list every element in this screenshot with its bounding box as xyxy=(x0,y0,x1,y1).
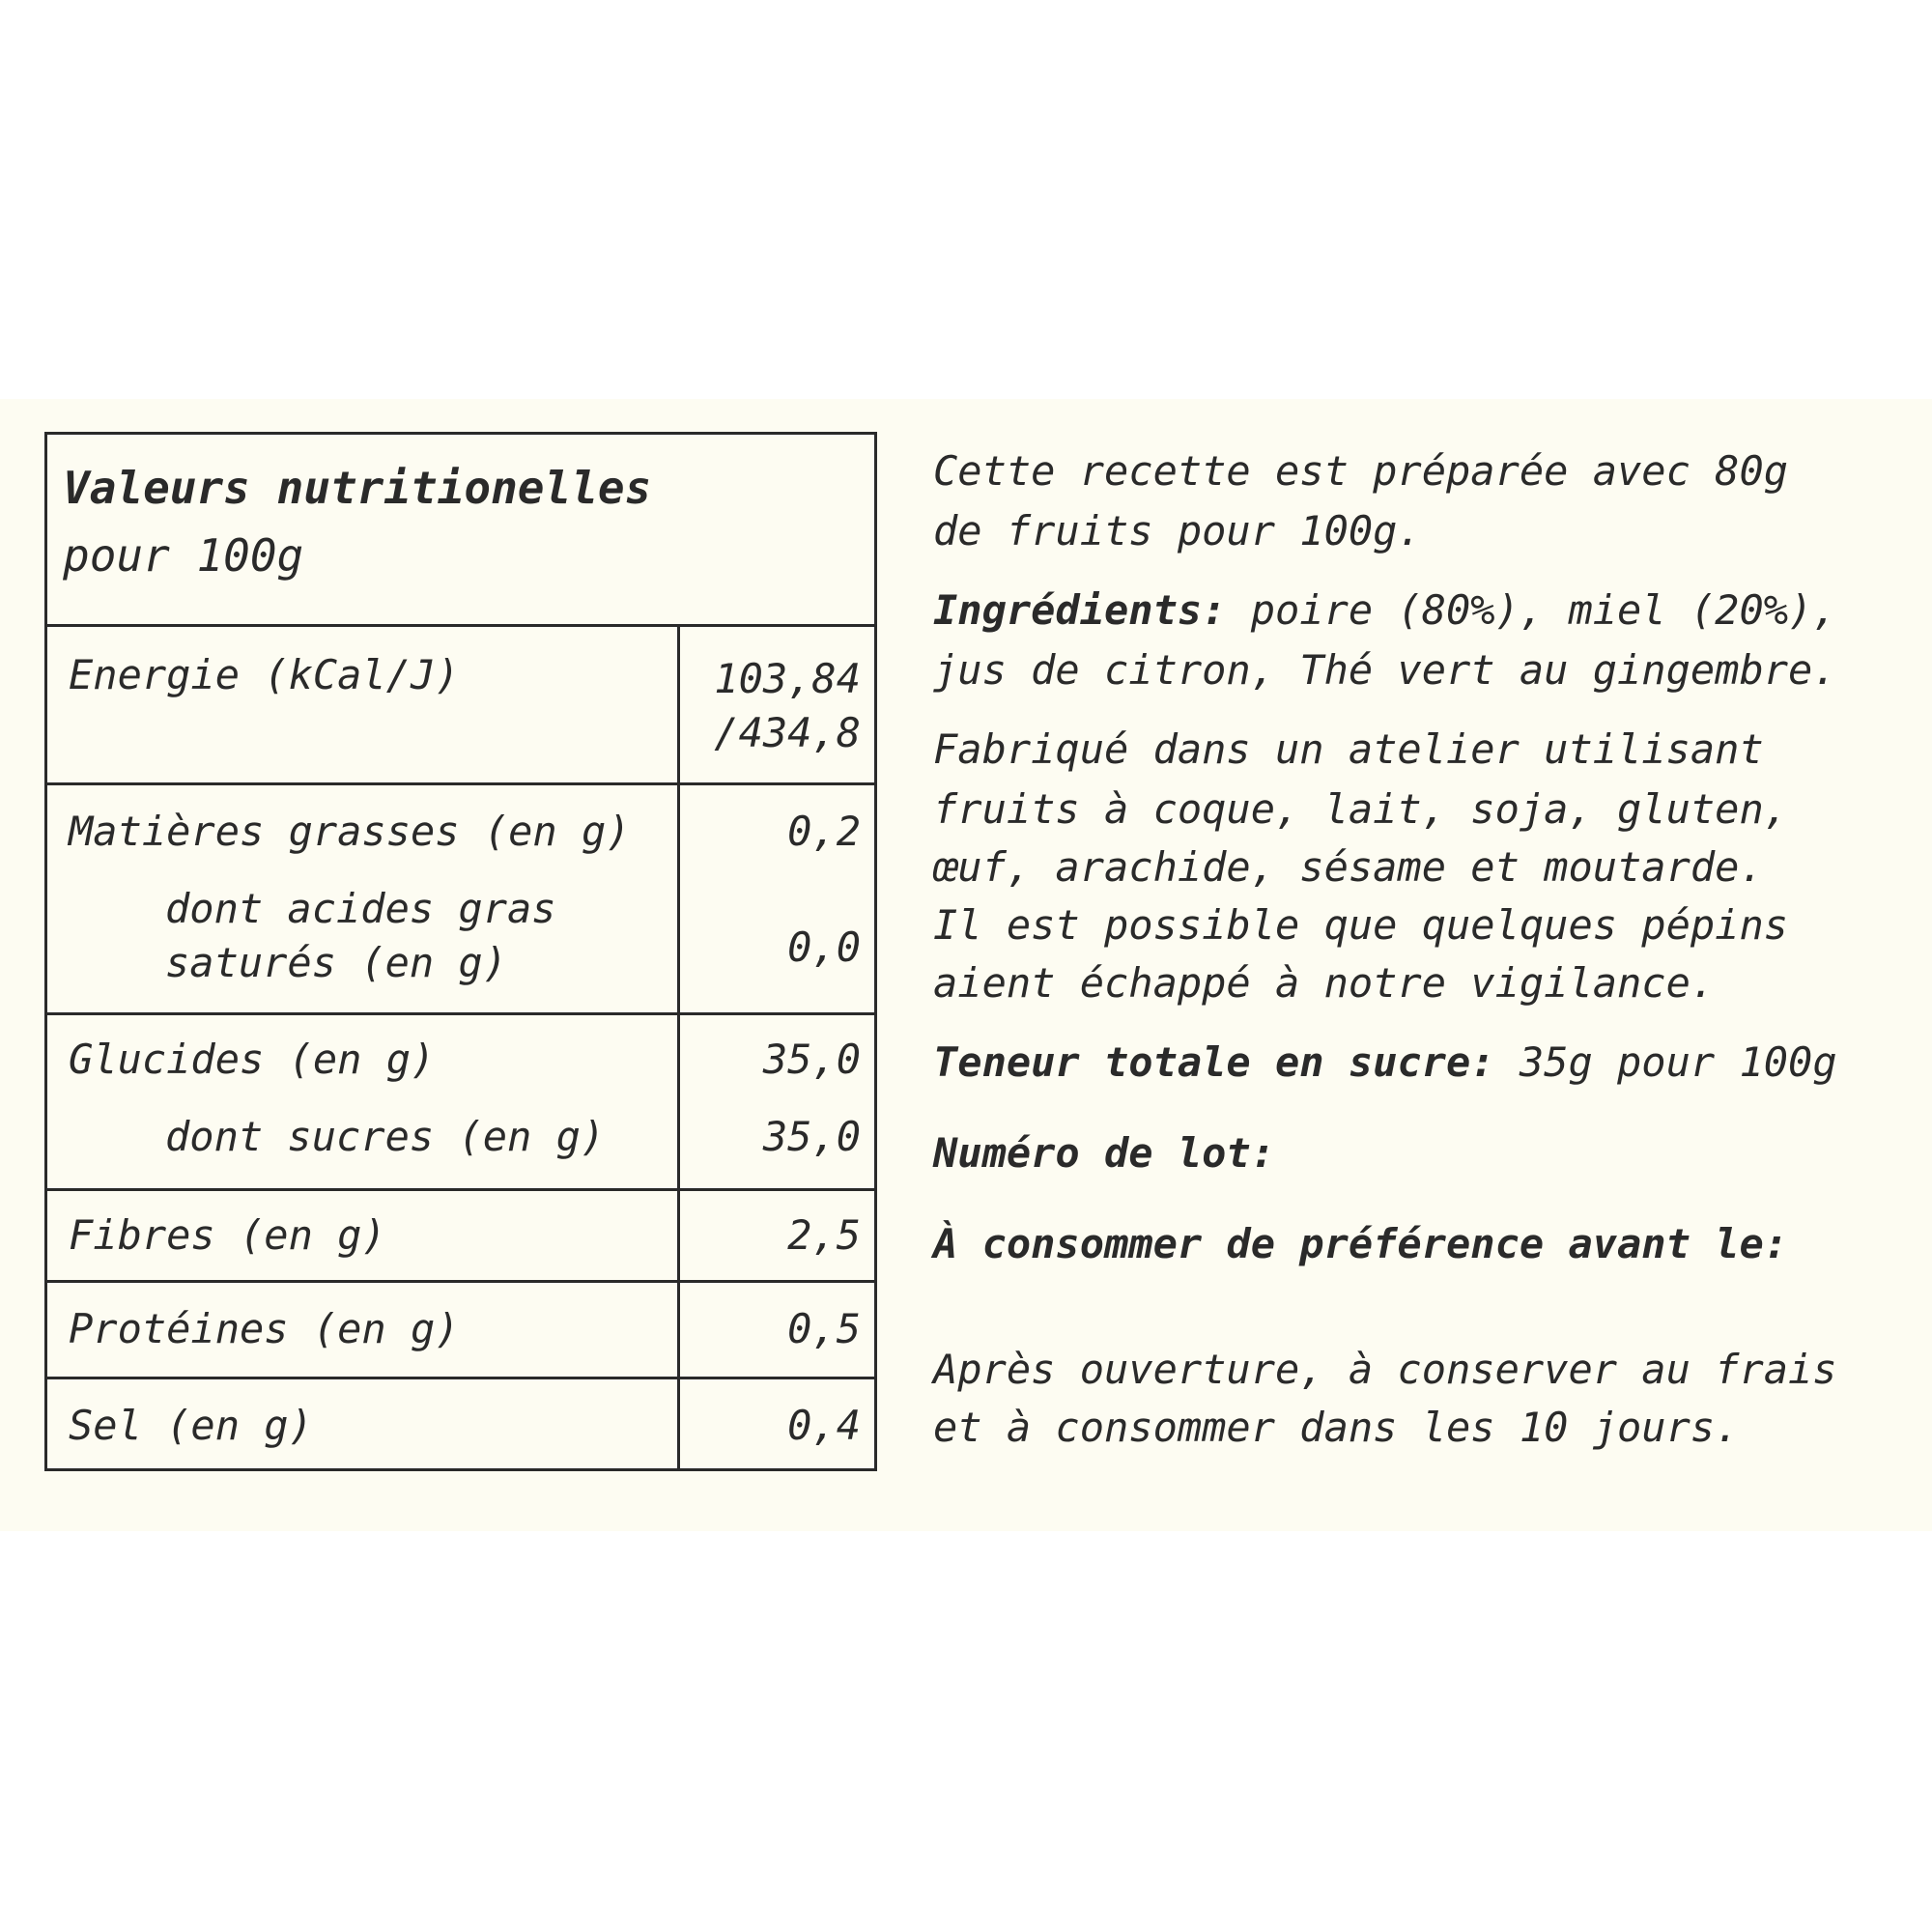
table-row-matieres-grasses xyxy=(47,785,874,1015)
date-consommation xyxy=(933,1215,1899,1273)
column-divider xyxy=(677,1015,680,1188)
column-divider xyxy=(677,627,680,782)
energie-value-kcal: 103,84 xyxy=(714,655,861,702)
conservation-line-2: et à consommer dans les 10 jours. xyxy=(933,1404,1740,1451)
recette-line-1: Cette recette est préparée avec 80g xyxy=(933,447,1789,495)
fibres-value: 2,5 xyxy=(787,1211,861,1259)
pepins-line-1: Il est possible que quelques pépins xyxy=(933,901,1789,949)
numero-lot xyxy=(933,1124,1899,1182)
proteines-value: 0,5 xyxy=(787,1305,861,1352)
table-row-energie xyxy=(47,627,874,785)
ingredients-text-1: poire (80%), miel (20%), xyxy=(1226,586,1837,634)
sucres-value: 35,0 xyxy=(762,1113,861,1160)
table-row-proteines xyxy=(47,1283,874,1379)
acides-gras-value: 0,0 xyxy=(787,923,861,971)
numero-lot-label: Numéro de lot: xyxy=(933,1129,1276,1177)
teneur-sucre xyxy=(933,1034,1899,1092)
teneur-sucre-label: Teneur totale en sucre: xyxy=(933,1038,1495,1086)
matieres-grasses-label: Matières grasses (en g) xyxy=(69,808,631,855)
ingredients-line-1 xyxy=(933,582,1899,639)
sel-value: 0,4 xyxy=(787,1402,861,1449)
allergenes-line-3: œuf, arachide, sésame et moutarde. xyxy=(933,843,1764,891)
fibres-label: Fibres (en g) xyxy=(69,1211,386,1259)
table-row-glucides xyxy=(47,1015,874,1191)
proteines-label: Protéines (en g) xyxy=(69,1305,460,1352)
column-divider xyxy=(677,785,680,1012)
table-subtitle: pour 100g xyxy=(63,529,304,582)
acides-gras-label-line1: dont acides gras xyxy=(165,885,556,932)
glucides-label: Glucides (en g) xyxy=(69,1036,436,1083)
table-row-sel xyxy=(47,1379,874,1468)
nutrition-table xyxy=(44,432,877,1471)
energie-label: Energie (kCal/J) xyxy=(69,651,460,698)
recette-line-2: de fruits pour 100g. xyxy=(933,507,1422,554)
column-divider xyxy=(677,1283,680,1377)
ingredients-label: Ingrédients: xyxy=(933,586,1227,634)
allergenes-line-2: fruits à coque, lait, soja, gluten, xyxy=(933,785,1789,833)
column-divider xyxy=(677,1379,680,1468)
sucres-label: dont sucres (en g) xyxy=(165,1113,606,1160)
matieres-grasses-value: 0,2 xyxy=(787,808,861,855)
date-consommation-label: À consommer de préférence avant le: xyxy=(933,1220,1789,1267)
pepins-line-2: aient échappé à notre vigilance. xyxy=(933,959,1716,1007)
allergenes-line-1: Fabriqué dans un atelier utilisant xyxy=(933,725,1764,773)
table-title: Valeurs nutritionelles xyxy=(63,462,652,514)
ingredients-line-2: jus de citron, Thé vert au gingembre. xyxy=(933,646,1837,694)
acides-gras-label-line2: saturés (en g) xyxy=(165,939,508,986)
teneur-sucre-value: 35g pour 100g xyxy=(1494,1038,1837,1086)
conservation-line-1: Après ouverture, à conserver au frais xyxy=(933,1346,1837,1393)
table-header-row xyxy=(47,435,874,627)
table-row-fibres xyxy=(47,1191,874,1283)
energie-value-joules: /434,8 xyxy=(714,709,861,756)
sel-label: Sel (en g) xyxy=(69,1402,313,1449)
column-divider xyxy=(677,1191,680,1280)
glucides-value: 35,0 xyxy=(762,1036,861,1083)
